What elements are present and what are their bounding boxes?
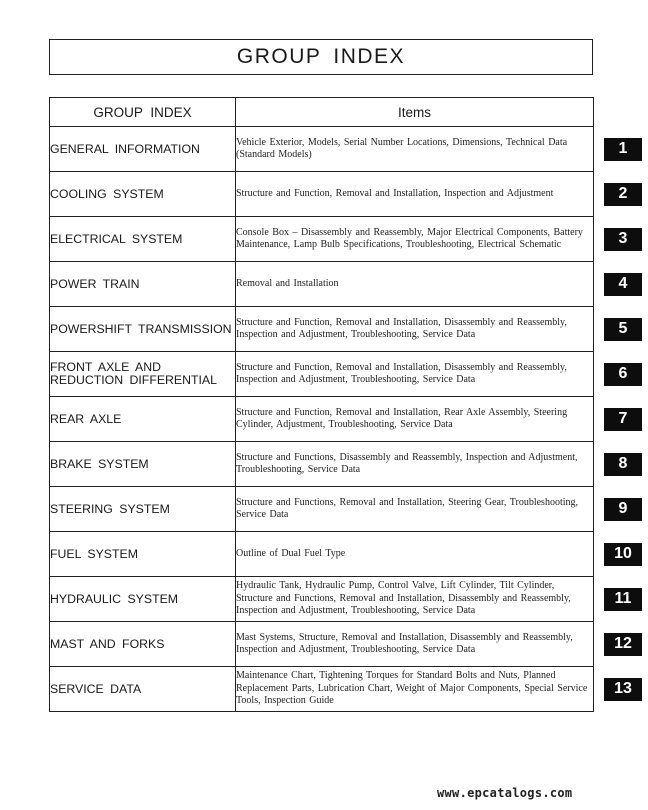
group-items-cell: Structure and Function, Removal and Installation, Disassembly and Reassembly, Inspection and Adjustment, Troubleshooting, Service Data xyxy=(236,352,594,397)
group-name-cell[interactable]: HYDRAULIC SYSTEM xyxy=(50,577,236,622)
table-row[interactable] xyxy=(50,262,594,307)
section-tab-7[interactable]: 7 xyxy=(604,408,642,431)
footer-url[interactable]: www.epcatalogs.com xyxy=(437,786,573,800)
section-tab-6[interactable]: 6 xyxy=(604,363,642,386)
group-name-cell[interactable]: REAR AXLE xyxy=(50,397,236,442)
table-row[interactable] xyxy=(50,667,594,712)
table-row[interactable] xyxy=(50,127,594,172)
table-row[interactable] xyxy=(50,442,594,487)
group-items-cell: Structure and Function, Removal and Installation, Inspection and Adjustment xyxy=(236,172,594,217)
table-row[interactable] xyxy=(50,532,594,577)
table-header-row xyxy=(50,98,594,127)
group-items-cell: Structure and Functions, Disassembly and Reassembly, Inspection and Adjustment, Troubleshooting, Service Data xyxy=(236,442,594,487)
group-items-cell: Vehicle Exterior, Models, Serial Number Locations, Dimensions, Technical Data (Standard Models) xyxy=(236,127,594,172)
group-name-cell[interactable]: FUEL SYSTEM xyxy=(50,532,236,577)
section-tab-5[interactable]: 5 xyxy=(604,318,642,341)
group-items-cell: Mast Systems, Structure, Removal and Installation, Disassembly and Reassembly, Inspection and Adjustment, Troubleshooting, Service Data xyxy=(236,622,594,667)
table-row[interactable] xyxy=(50,622,594,667)
section-tab-2[interactable]: 2 xyxy=(604,183,642,206)
section-tab-3[interactable]: 3 xyxy=(604,228,642,251)
page-title: GROUP INDEX xyxy=(49,39,593,75)
group-items-cell: Maintenance Chart, Tightening Torques for Standard Bolts and Nuts, Planned Replacement Parts, Lubrication Chart, Weight of Major Components, Special Service Tools, Inspection Guide xyxy=(236,667,594,712)
group-index-table xyxy=(49,97,594,712)
group-items-cell: Structure and Function, Removal and Installation, Rear Axle Assembly, Steering Cylinder, Adjustment, Troubleshooting, Service Data xyxy=(236,397,594,442)
group-name-cell[interactable]: FRONT AXLE AND REDUCTION DIFFERENTIAL xyxy=(50,352,236,397)
group-items-cell: Structure and Functions, Removal and Installation, Steering Gear, Troubleshooting, Service Data xyxy=(236,487,594,532)
table-row[interactable] xyxy=(50,577,594,622)
section-tab-4[interactable]: 4 xyxy=(604,273,642,296)
section-tab-11[interactable]: 11 xyxy=(604,588,642,611)
group-items-cell: Outline of Dual Fuel Type xyxy=(236,532,594,577)
section-tab-9[interactable]: 9 xyxy=(604,498,642,521)
group-items-cell: Hydraulic Tank, Hydraulic Pump, Control Valve, Lift Cylinder, Tilt Cylinder, Structure and Functions, Removal and Installation, Disassembly and Reassembly, Inspection and Adjustment, Troubleshooting, Service Data xyxy=(236,577,594,622)
group-name-cell[interactable]: POWERSHIFT TRANSMISSION xyxy=(50,307,236,352)
table-row[interactable] xyxy=(50,307,594,352)
section-tab-13[interactable]: 13 xyxy=(604,678,642,701)
group-items-cell: Console Box – Disassembly and Reassembly, Major Electrical Components, Battery Maintenance, Lamp Bulb Specifications, Troubleshooting, Electrical Schematic xyxy=(236,217,594,262)
table-row[interactable] xyxy=(50,352,594,397)
group-name-cell[interactable]: BRAKE SYSTEM xyxy=(50,442,236,487)
section-tab-1[interactable]: 1 xyxy=(604,138,642,161)
group-name-cell[interactable]: POWER TRAIN xyxy=(50,262,236,307)
group-items-cell: Removal and Installation xyxy=(236,262,594,307)
group-items-cell: Structure and Function, Removal and Installation, Disassembly and Reassembly, Inspection and Adjustment, Troubleshooting, Service Data xyxy=(236,307,594,352)
header-items: Items xyxy=(236,98,594,127)
section-tab-10[interactable]: 10 xyxy=(604,543,642,566)
section-tab-12[interactable]: 12 xyxy=(604,633,642,656)
table-row[interactable] xyxy=(50,487,594,532)
group-name-cell[interactable]: COOLING SYSTEM xyxy=(50,172,236,217)
group-name-cell[interactable]: GENERAL INFORMATION xyxy=(50,127,236,172)
group-name-cell[interactable]: SERVICE DATA xyxy=(50,667,236,712)
section-tab-8[interactable]: 8 xyxy=(604,453,642,476)
group-name-cell[interactable]: ELECTRICAL SYSTEM xyxy=(50,217,236,262)
header-group-index: GROUP INDEX xyxy=(50,98,236,127)
group-name-cell[interactable]: STEERING SYSTEM xyxy=(50,487,236,532)
table-row[interactable] xyxy=(50,397,594,442)
group-name-cell[interactable]: MAST AND FORKS xyxy=(50,622,236,667)
table-row[interactable] xyxy=(50,172,594,217)
table-row[interactable] xyxy=(50,217,594,262)
